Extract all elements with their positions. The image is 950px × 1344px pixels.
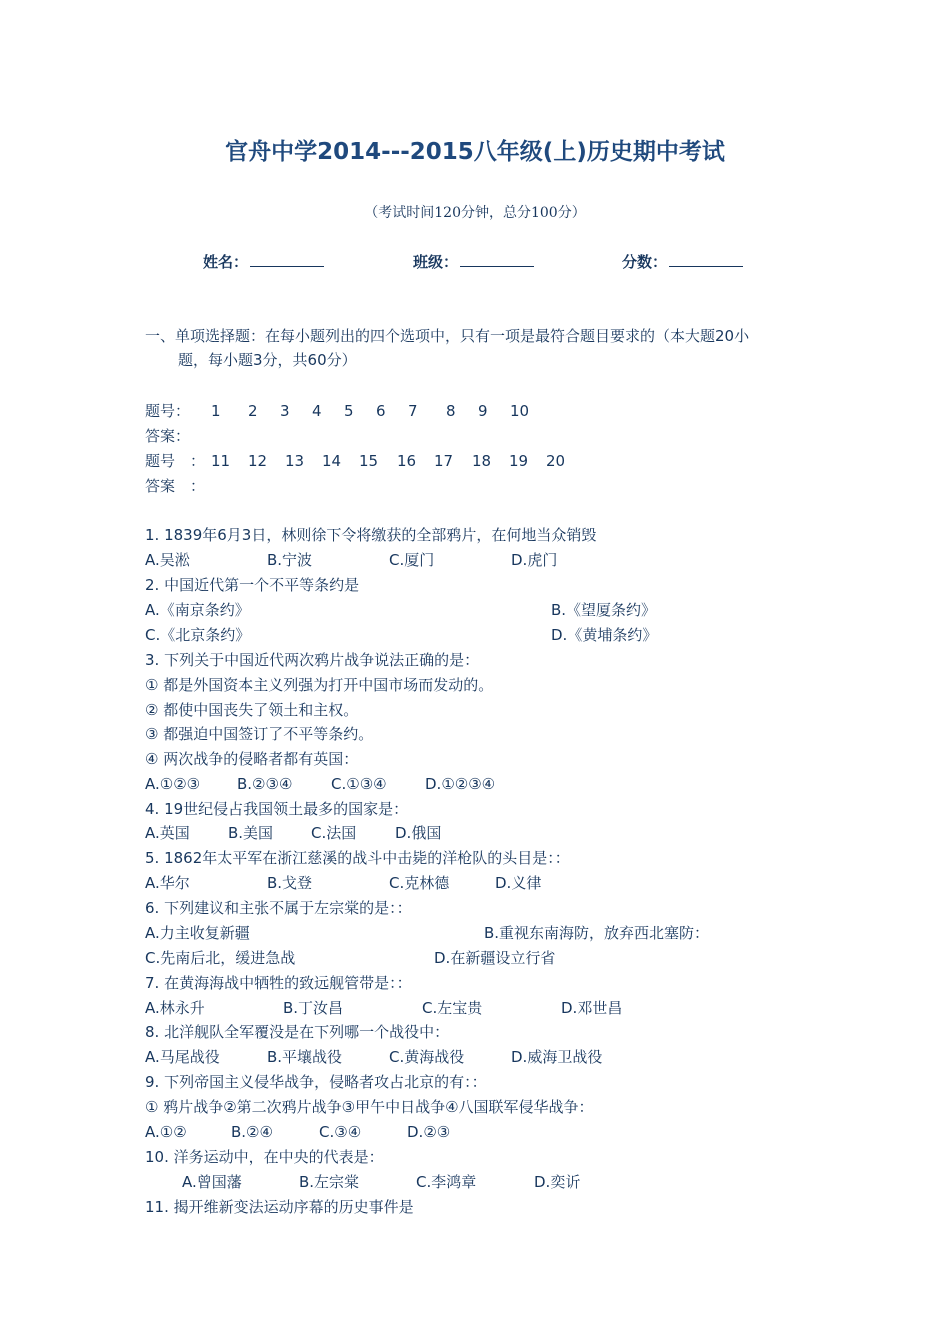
option-c[interactable]: C.李鸿章 — [416, 1173, 477, 1191]
option-a[interactable]: A.英国 — [145, 824, 190, 842]
score-field[interactable] — [622, 251, 743, 272]
answer-grid-row-answers-1[interactable]: 答案： — [145, 427, 191, 445]
question-3-statement: ① 都是外国资本主义列强为打开中国市场而发动的。 — [145, 676, 494, 694]
grid-number: 5 — [344, 402, 354, 420]
grid-label: 题号 ： — [145, 452, 206, 470]
question-4: 4. 19世纪侵占我国领土最多的国家是： — [145, 800, 409, 818]
option-d[interactable]: D.《黄埔条约》 — [551, 626, 658, 644]
question-2: 2. 中国近代第一个不平等条约是 — [145, 576, 360, 594]
class-blank[interactable] — [460, 252, 534, 267]
grid-number: 16 — [397, 452, 417, 470]
answer-grid-row-answers-2[interactable]: 答案 ： — [145, 477, 206, 495]
question-3: 3. 下列关于中国近代两次鸦片战争说法正确的是： — [145, 651, 480, 669]
question-2-options-row2 — [145, 625, 705, 645]
option-d[interactable]: D.威海卫战役 — [511, 1048, 603, 1066]
grid-number: 10 — [510, 402, 530, 420]
question-4-options — [145, 823, 465, 843]
question-9: 9. 下列帝国主义侵华战争，侵略者攻占北京的有：： — [145, 1073, 487, 1091]
grid-number: 2 — [248, 402, 258, 420]
question-10-options — [182, 1172, 602, 1192]
option-d[interactable]: D.在新疆设立行省 — [434, 949, 556, 967]
page-title: 官舟中学2014---2015八年级(上)历史期中考试 — [225, 139, 725, 165]
question-7: 7. 在黄海海战中牺牲的致远舰管带是：： — [145, 974, 412, 992]
option-d[interactable]: D.奕䜣 — [534, 1173, 581, 1191]
option-c[interactable]: C.法国 — [311, 824, 357, 842]
grid-number: 20 — [546, 452, 566, 470]
grid-number: 12 — [248, 452, 268, 470]
option-b[interactable]: B.宁波 — [267, 551, 313, 569]
option-b[interactable]: B.②④ — [231, 1123, 273, 1141]
option-a[interactable]: A.马尾战役 — [145, 1048, 220, 1066]
score-blank[interactable] — [669, 252, 743, 267]
section-heading-cont: 题，每小题3分，共60分） — [178, 351, 357, 369]
grid-number: 8 — [446, 402, 456, 420]
option-a[interactable]: A.①② — [145, 1123, 187, 1141]
grid-number: 4 — [312, 402, 322, 420]
option-b[interactable]: B.平壤战役 — [267, 1048, 343, 1066]
grid-number: 7 — [408, 402, 418, 420]
exam-info: （考试时间120分钟，总分100分） — [364, 205, 586, 221]
option-a[interactable]: A.力主收复新疆 — [145, 924, 250, 942]
option-a[interactable]: A.吴淞 — [145, 551, 190, 569]
question-5-options — [145, 873, 585, 893]
grid-number: 9 — [478, 402, 488, 420]
question-8: 8. 北洋舰队全军覆没是在下列哪一个战役中： — [145, 1023, 450, 1041]
option-d[interactable]: D.虎门 — [511, 551, 558, 569]
option-c[interactable]: C.①③④ — [331, 775, 387, 793]
question-3-statement: ④ 两次战争的侵略者都有英国： — [145, 750, 359, 768]
option-c[interactable]: C.《北京条约》 — [145, 626, 251, 644]
question-3-statement: ② 都使中国丧失了领土和主权。 — [145, 701, 359, 719]
option-b[interactable]: B.丁汝昌 — [283, 999, 344, 1017]
question-6-options-row2 — [145, 948, 745, 968]
question-11: 11. 揭开维新变法运动序幕的历史事件是 — [145, 1198, 414, 1216]
answer-grid-row-numbers-2 — [145, 451, 585, 471]
class-label: 班级： — [413, 253, 459, 271]
grid-number: 3 — [280, 402, 290, 420]
question-8-options — [145, 1047, 645, 1067]
grid-number: 15 — [359, 452, 379, 470]
question-9-options — [145, 1122, 505, 1142]
question-2-options-row1 — [145, 600, 705, 620]
grid-number: 19 — [509, 452, 529, 470]
option-d[interactable]: D.邓世昌 — [561, 999, 623, 1017]
question-1-options — [145, 550, 705, 570]
option-b[interactable]: B.美国 — [228, 824, 274, 842]
question-5: 5. 1862年太平军在浙江慈溪的战斗中击毙的洋枪队的头目是：： — [145, 849, 570, 867]
option-a[interactable]: A.①②③ — [145, 775, 201, 793]
option-c[interactable]: C.先南后北，缓进急战 — [145, 949, 296, 967]
option-d[interactable]: D.①②③④ — [425, 775, 496, 793]
name-field[interactable] — [203, 251, 324, 272]
question-7-options — [145, 998, 645, 1018]
score-label: 分数： — [622, 253, 668, 271]
grid-label: 题号： — [145, 402, 191, 420]
class-field[interactable] — [413, 251, 534, 272]
option-b[interactable]: B.②③④ — [237, 775, 293, 793]
name-label: 姓名： — [203, 253, 249, 271]
option-d[interactable]: D.义律 — [495, 874, 542, 892]
question-6-options-row1 — [145, 923, 745, 943]
name-blank[interactable] — [250, 252, 324, 267]
answer-grid-row-numbers-1 — [145, 401, 565, 421]
option-a[interactable]: A.《南京条约》 — [145, 601, 250, 619]
question-3-statement: ③ 都强迫中国签订了不平等条约。 — [145, 725, 374, 743]
option-a[interactable]: A.华尔 — [145, 874, 190, 892]
question-9-statement: ① 鸦片战争②第二次鸦片战争③甲午中日战争④八国联军侵华战争： — [145, 1098, 594, 1116]
option-c[interactable]: C.克林德 — [389, 874, 450, 892]
section-heading: 一、单项选择题：在每小题列出的四个选项中，只有一项是最符合题目要求的（本大题20小 — [145, 327, 750, 345]
option-b[interactable]: B.戈登 — [267, 874, 313, 892]
option-a[interactable]: A.林永升 — [145, 999, 205, 1017]
question-6: 6. 下列建议和主张不属于左宗棠的是：： — [145, 899, 412, 917]
option-c[interactable]: C.厦门 — [389, 551, 435, 569]
grid-number: 18 — [472, 452, 492, 470]
option-d[interactable]: D.俄国 — [395, 824, 442, 842]
grid-number: 6 — [376, 402, 386, 420]
question-10: 10. 洋务运动中，在中央的代表是： — [145, 1148, 384, 1166]
grid-number: 11 — [211, 452, 231, 470]
option-b[interactable]: B.重视东南海防，放弃西北塞防： — [484, 924, 710, 942]
grid-number: 17 — [434, 452, 454, 470]
grid-number: 14 — [322, 452, 342, 470]
grid-number: 13 — [285, 452, 305, 470]
option-b[interactable]: B.左宗棠 — [299, 1173, 360, 1191]
option-c[interactable]: C.③④ — [319, 1123, 362, 1141]
option-c[interactable]: C.黄海战役 — [389, 1048, 465, 1066]
question-1: 1. 1839年6月3日，林则徐下令将缴获的全部鸦片，在何地当众销毁 — [145, 526, 597, 544]
option-a[interactable]: A.曾国藩 — [182, 1173, 242, 1191]
question-3-options — [145, 774, 545, 794]
option-b[interactable]: B.《望厦条约》 — [551, 601, 657, 619]
grid-number: 1 — [211, 402, 221, 420]
option-d[interactable]: D.②③ — [407, 1123, 451, 1141]
option-c[interactable]: C.左宝贵 — [422, 999, 483, 1017]
